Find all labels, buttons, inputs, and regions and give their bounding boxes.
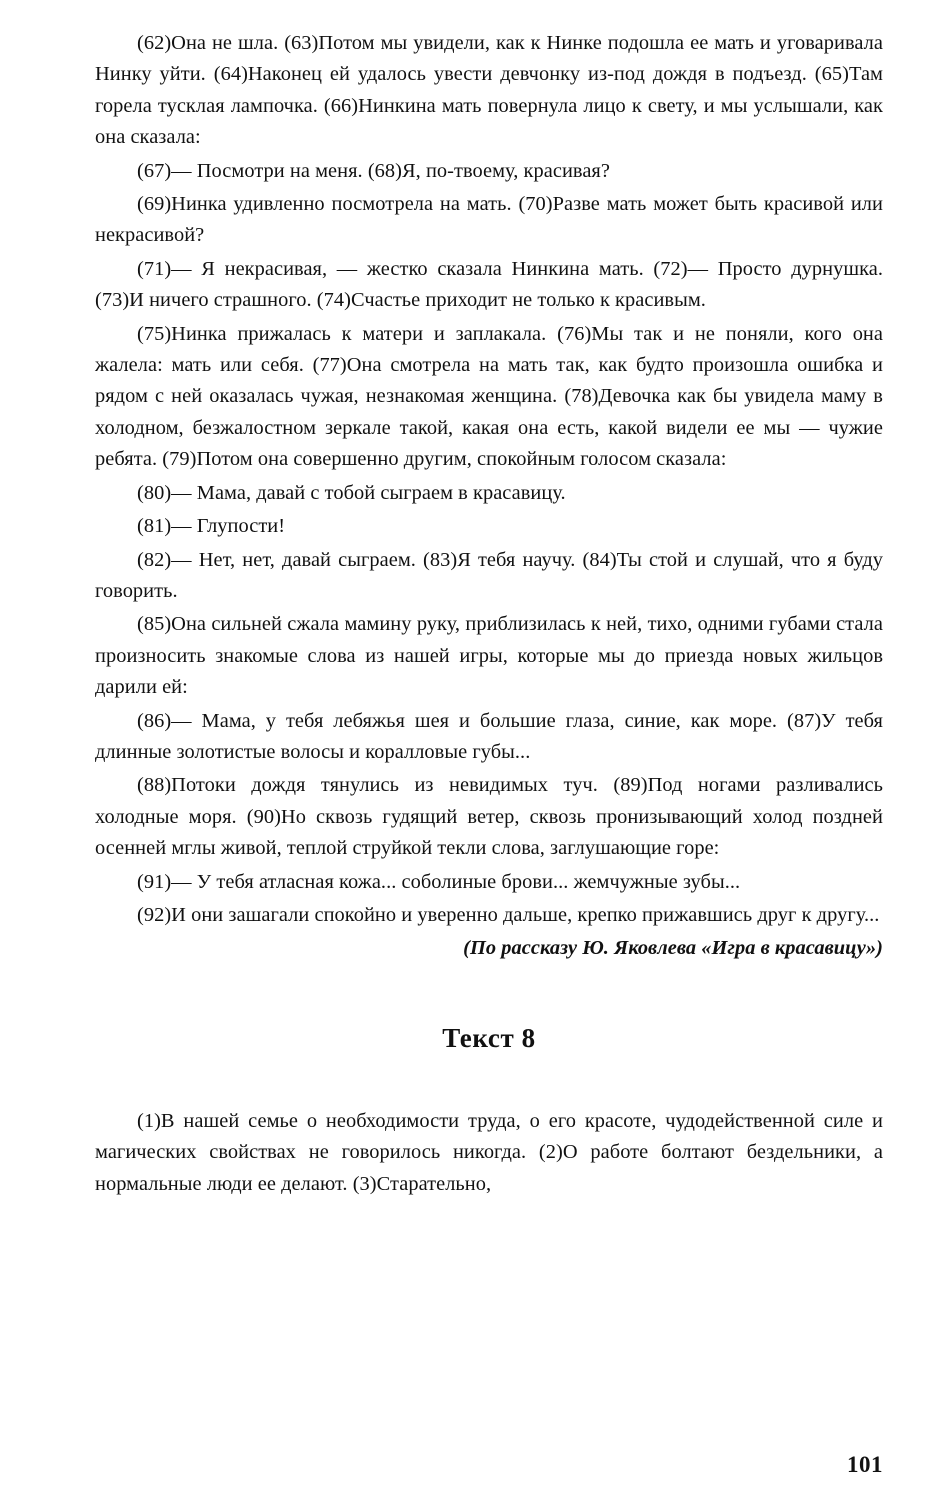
paragraph: (81)— Глупости!	[137, 515, 286, 538]
paragraph: (75)Нинка прижалась к матери и заплакала. (76)Мы так и не поняли, кого она жалела: мать или себя. (77)Она смотрела на мать так, как будто произошла ошибка и рядом с ней оказалась чужая, незнакомая женщина. (78)Девочка как бы увидела маму в холодном, безжалостном зеркале такой, какая она есть, какой видели ее мы — чужие ребята. (79)Потом она совершенно другим, спокойным голосом сказала:	[95, 322, 883, 471]
paragraph: (92)И они зашагали спокойно и уверенно дальше, крепко прижавшись друг к другу...	[137, 903, 880, 926]
paragraph: (69)Нинка удивленно посмотрела на мать. (70)Разве мать может быть красивой или некрасивой?	[95, 193, 883, 247]
paragraph: (88)Потоки дождя тянулись из невидимых туч. (89)Под ногами разливались холодные моря. (90)Но сквозь гудящий ветер, сквозь пронизывающий холод поздней осенней мглы живой, теплой струйкой текли слова, заглушающие горе:	[95, 774, 883, 860]
paragraph: (62)Она не шла. (63)Потом мы увидели, как к Нинке подошла ее мать и уговаривала Нинку уйти. (64)Наконец ей удалось увести девчонку из-под дождя в подъезд. (65)Там горела тусклая лампочка. (66)Нинкина мать повернула лицо к свету, и мы услышали, как она сказала:	[95, 32, 883, 149]
text-7-body	[95, 28, 883, 931]
paragraph: (85)Она сильней сжала мамину руку, приблизилась к ней, тихо, одними губами стала произносить знакомые слова из нашей игры, которые мы до приезда новых жильцов дарили ей:	[95, 613, 883, 699]
paragraph: (86)— Мама, у тебя лебяжья шея и большие глаза, синие, как море. (87)У тебя длинные золотистые волосы и коралловые губы...	[95, 709, 883, 763]
paragraph: (67)— Посмотри на меня. (68)Я, по-твоему, красивая?	[137, 159, 610, 182]
paragraph: (82)— Нет, нет, давай сыграем. (83)Я тебя научу. (84)Ты стой и слушай, что я буду говорить.	[95, 548, 883, 602]
paragraph: (1)В нашей семье о необходимости труда, о его красоте, чудодейственной силе и магических свойствах не говорилось никогда. (2)О работе болтают бездельники, а нормальные люди ее делают. (3)Старательно,	[95, 1109, 883, 1195]
paragraph: (91)— У тебя атласная кожа... соболиные брови... жемчужные зубы...	[137, 870, 741, 893]
page-number: 101	[847, 1452, 883, 1477]
section-title: Текст 8	[442, 1022, 536, 1053]
story-attribution: (По рассказу Ю. Яковлева «Игра в красавицу»)	[463, 937, 883, 960]
paragraph: (71)— Я некрасивая, — жестко сказала Нинкина мать. (72)— Просто дурнушка. (73)И ничего страшного. (74)Счастье приходит не только к красивым.	[95, 257, 883, 312]
text-8-body	[95, 1106, 883, 1200]
paragraph: (80)— Мама, давай с тобой сыграем в красавицу.	[137, 481, 566, 504]
